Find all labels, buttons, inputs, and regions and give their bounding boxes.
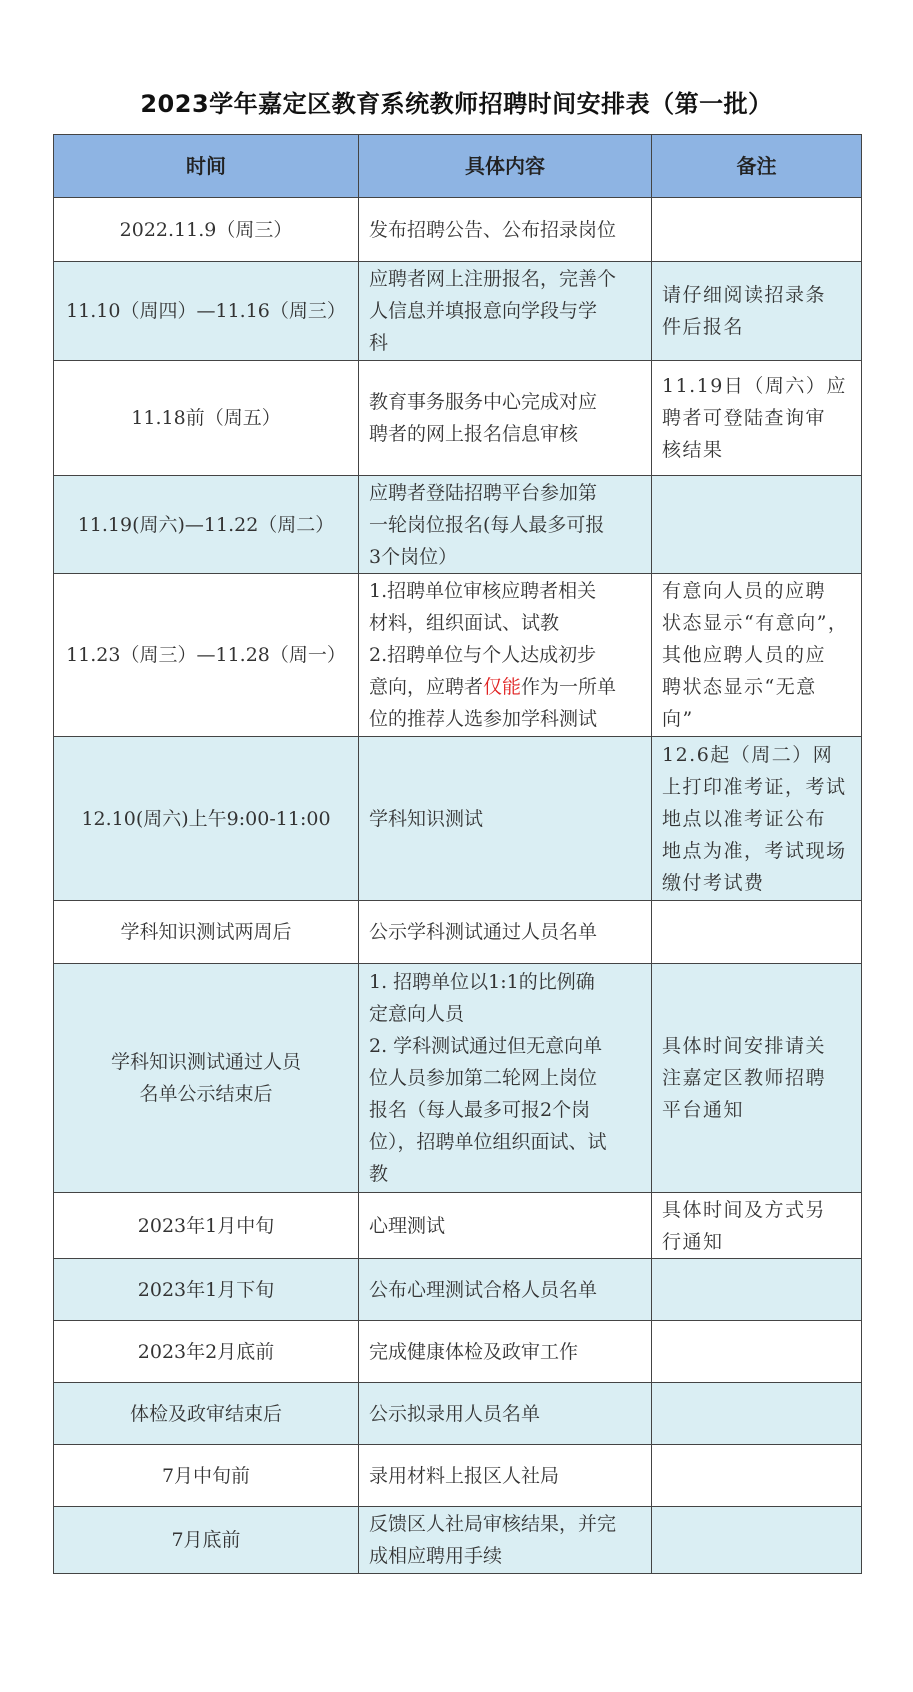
table-row xyxy=(54,1259,862,1321)
note-cell xyxy=(652,262,862,361)
time-cell xyxy=(54,1259,359,1321)
content-cell xyxy=(359,198,652,262)
note-cell xyxy=(652,574,862,737)
table-row xyxy=(54,1383,862,1445)
content-text-part: 作为一所单 xyxy=(521,676,617,698)
time-cell xyxy=(54,574,359,737)
content-text: 3个岗位） xyxy=(369,545,458,568)
content-cell xyxy=(359,1445,652,1507)
note-text: 有意向人员的应聘 xyxy=(662,580,827,602)
content-text: 录用材料上报区人社局 xyxy=(369,1464,560,1487)
time-cell xyxy=(54,1321,359,1383)
content-text: 发布招聘公告、公布招录岗位 xyxy=(369,218,617,241)
content-text: 完成健康体检及政审工作 xyxy=(369,1340,579,1363)
note-text: 注嘉定区教师招聘 xyxy=(662,1067,827,1089)
content-text: 一轮岗位报名(每人最多可报 xyxy=(369,513,605,536)
time-text: 名单公示结束后 xyxy=(139,1083,273,1105)
time-cell xyxy=(54,1193,359,1259)
content-cell xyxy=(359,361,652,476)
table-header-row xyxy=(54,135,862,198)
time-cell xyxy=(54,1507,359,1574)
note-text: 11.19日（周六）应 xyxy=(662,375,847,397)
note-text: 行通知 xyxy=(662,1230,724,1253)
time-text: 2022.11.9（周三） xyxy=(119,218,293,241)
content-text: 应聘者网上注册报名，完善个 xyxy=(369,268,617,290)
note-text: 12.6起（周二）网 xyxy=(662,743,834,766)
content-cell xyxy=(359,1321,652,1383)
content-text: 教 xyxy=(369,1163,389,1185)
content-text: 位），招聘单位组织面试、试 xyxy=(369,1131,607,1153)
content-text: 1. 招聘单位以1:1的比例确 xyxy=(369,971,595,993)
content-text: 心理测试 xyxy=(369,1214,446,1237)
note-cell xyxy=(652,1383,862,1445)
table-row xyxy=(54,964,862,1193)
table-row xyxy=(54,1507,862,1574)
content-text: 公布心理测试合格人员名单 xyxy=(369,1278,598,1301)
content-cell xyxy=(359,1507,652,1574)
header-time: 时间 xyxy=(54,135,359,198)
table-row xyxy=(54,198,862,262)
note-text: 缴付考试费 xyxy=(662,871,765,894)
content-cell xyxy=(359,964,652,1193)
time-text: 7月中旬前 xyxy=(161,1464,251,1487)
time-cell xyxy=(54,476,359,574)
table-row xyxy=(54,361,862,476)
note-text: 地点为准，考试现场 xyxy=(662,839,847,862)
time-text: 2023年2月底前 xyxy=(137,1340,275,1363)
content-text: 2. 学科测试通过但无意向单 xyxy=(369,1035,603,1057)
content-text: 学科知识测试 xyxy=(369,807,484,830)
header-content: 具体内容 xyxy=(359,135,652,198)
note-text: 具体时间安排请关 xyxy=(662,1035,827,1057)
highlight-text: 仅能 xyxy=(483,676,522,698)
content-cell xyxy=(359,1383,652,1445)
time-text: 11.23（周三）—11.28（周一） xyxy=(66,644,346,666)
table-row xyxy=(54,737,862,901)
time-text: 体检及政审结束后 xyxy=(129,1402,282,1425)
content-text: 公示拟录用人员名单 xyxy=(369,1402,541,1425)
content-cell xyxy=(359,1259,652,1321)
note-cell xyxy=(652,1445,862,1507)
note-text: 上打印准考证，考试 xyxy=(662,775,847,798)
content-text: 科 xyxy=(369,332,389,354)
note-cell xyxy=(652,1259,862,1321)
content-text: 反馈区人社局审核结果，并完 xyxy=(369,1513,617,1535)
content-text: 应聘者登陆招聘平台参加第 xyxy=(369,481,598,504)
note-cell xyxy=(652,1193,862,1259)
content-cell xyxy=(359,476,652,574)
content-text: 位的推荐人选参加学科测试 xyxy=(369,708,598,730)
note-text: 件后报名 xyxy=(662,316,745,338)
time-cell xyxy=(54,737,359,901)
content-text: 人信息并填报意向学段与学 xyxy=(369,300,598,322)
note-cell xyxy=(652,964,862,1193)
note-cell xyxy=(652,476,862,574)
content-text: 定意向人员 xyxy=(369,1003,465,1025)
content-text: 1.招聘单位审核应聘者相关 xyxy=(369,580,597,602)
note-text: 请仔细阅读招录条 xyxy=(662,284,827,306)
time-text: 11.19(周六)—11.22（周二） xyxy=(77,513,335,536)
content-cell xyxy=(359,901,652,964)
time-text: 11.18前（周五） xyxy=(131,407,281,429)
time-cell xyxy=(54,262,359,361)
note-cell xyxy=(652,198,862,262)
content-text: 成相应聘用手续 xyxy=(369,1545,503,1567)
time-cell xyxy=(54,964,359,1193)
table-row xyxy=(54,1193,862,1259)
time-text: 学科知识测试通过人员 xyxy=(110,1051,301,1073)
time-text: 11.10（周四）—11.16（周三） xyxy=(66,300,346,322)
content-text: 报名（每人最多可报2个岗 xyxy=(369,1099,591,1121)
content-text xyxy=(369,671,643,703)
table-row xyxy=(54,1321,862,1383)
note-text: 聘者可登陆查询审 xyxy=(662,407,827,429)
time-text: 学科知识测试两周后 xyxy=(120,921,292,943)
table-row xyxy=(54,901,862,964)
table-row xyxy=(54,574,862,737)
note-text: 核结果 xyxy=(662,439,724,461)
content-text-part: 意向，应聘者 xyxy=(369,676,484,698)
content-cell xyxy=(359,262,652,361)
table-row xyxy=(54,476,862,574)
content-cell xyxy=(359,737,652,901)
note-text: 地点以准考证公布 xyxy=(662,807,827,830)
content-text: 聘者的网上报名信息审核 xyxy=(369,423,579,445)
note-text: 聘状态显示“无意 xyxy=(662,676,817,698)
content-text: 位人员参加第二轮网上岗位 xyxy=(369,1067,598,1089)
note-cell xyxy=(652,1507,862,1574)
document-title: 2023学年嘉定区教育系统教师招聘时间安排表（第一批） xyxy=(140,90,773,118)
table-row xyxy=(54,1445,862,1507)
note-text: 状态显示“有意向”， xyxy=(662,612,849,634)
note-cell xyxy=(652,901,862,964)
note-text: 向” xyxy=(662,708,694,730)
time-text: 2023年1月下旬 xyxy=(137,1278,275,1301)
time-text: 12.10(周六)上午9:00-11:00 xyxy=(81,807,331,830)
header-note: 备注 xyxy=(652,135,862,198)
content-text: 材料，组织面试、试教 xyxy=(369,612,560,634)
content-cell xyxy=(359,574,652,737)
note-text: 其他应聘人员的应 xyxy=(662,644,827,666)
time-cell xyxy=(54,901,359,964)
time-text: 7月底前 xyxy=(171,1529,241,1551)
time-cell xyxy=(54,1383,359,1445)
note-cell xyxy=(652,737,862,901)
note-text: 平台通知 xyxy=(662,1099,745,1121)
note-text: 具体时间及方式另 xyxy=(662,1198,827,1221)
content-text: 2.招聘单位与个人达成初步 xyxy=(369,644,597,666)
schedule-table xyxy=(53,134,862,1574)
note-cell xyxy=(652,1321,862,1383)
time-cell xyxy=(54,1445,359,1507)
table-row xyxy=(54,262,862,361)
time-cell xyxy=(54,361,359,476)
time-cell xyxy=(54,198,359,262)
content-cell xyxy=(359,1193,652,1259)
content-text: 教育事务服务中心完成对应 xyxy=(369,391,598,413)
time-text: 2023年1月中旬 xyxy=(137,1214,275,1237)
note-cell xyxy=(652,361,862,476)
content-text: 公示学科测试通过人员名单 xyxy=(369,921,598,943)
